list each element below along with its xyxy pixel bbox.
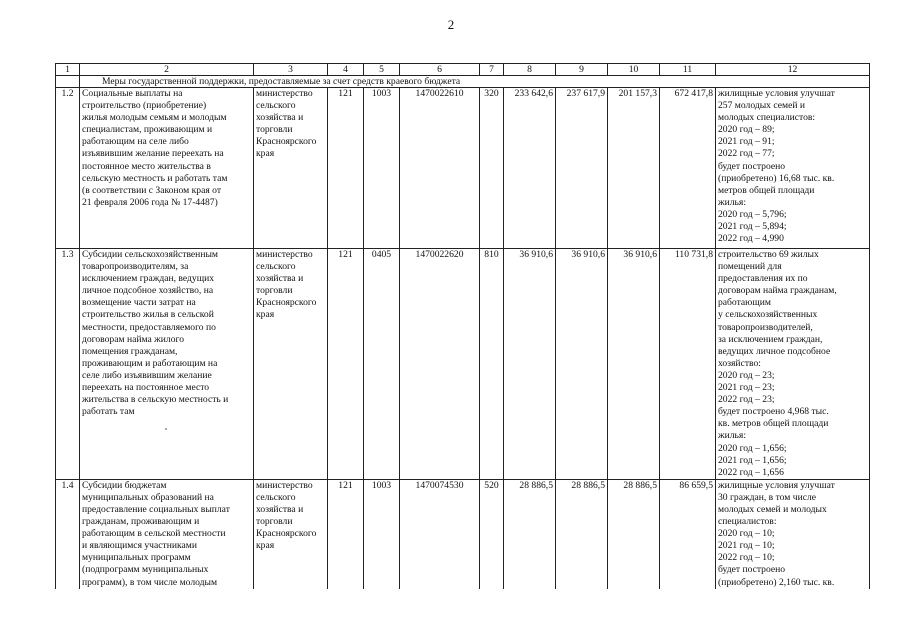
amount-2021: 36 910,6 bbox=[556, 249, 608, 480]
amount-2021: 28 886,5 bbox=[556, 479, 608, 589]
csr-code: 1470022610 bbox=[400, 88, 480, 249]
amount-total: 672 417,8 bbox=[660, 88, 716, 249]
grbs-code: 121 bbox=[328, 88, 364, 249]
section-title: Меры государственной поддержки, предоставляемые за счет средств краевого бюджета bbox=[80, 76, 870, 88]
column-number: 6 bbox=[400, 64, 480, 76]
row-number: 1.3 bbox=[56, 249, 80, 480]
table-row bbox=[56, 88, 870, 249]
rzpr-code: 1003 bbox=[364, 479, 400, 589]
expected-result: жилищные условия улучшат 30 граждан, в том числе молодых семей и молодых специалистов: 2020 год – 10; 2021 год – 10; 2022 год – 10; будет построено (приобретено) 2,160 тыс. кв. bbox=[716, 479, 870, 589]
csr-code: 1470074530 bbox=[400, 479, 480, 589]
amount-total: 110 731,8 bbox=[660, 249, 716, 480]
administrator: министерство сельского хозяйства и торговли Красноярского края bbox=[254, 249, 328, 480]
amount-2020: 233 642,6 bbox=[504, 88, 556, 249]
vr-code: 810 bbox=[480, 249, 504, 480]
csr-code: 1470022620 bbox=[400, 249, 480, 480]
row-number: 1.2 bbox=[56, 88, 80, 249]
column-number: 8 bbox=[504, 64, 556, 76]
measure-description: Субсидии сельскохозяйственным товаропроизводителям, за исключением граждан, ведущих личное подсобное хозяйство, на возмещение части затрат на строительство жилья в сельской местности, предоставляемого по договорам найма жилого помещения гражданам, проживающим и работающим на селе либо изъявившим желание переехать на постоянное место жительства в сельскую местность и работать там bbox=[80, 249, 254, 480]
expected-result: жилищные условия улучшат 257 молодых семей и молодых специалистов: 2020 год – 89; 2021 год – 91; 2022 год – 77; будет построено (приобретено) 16,68 тыс. кв. метров общей площади жилья: 2020 год – 5,796; 2021 год – 5,894; 2022 год – 4,990 bbox=[716, 88, 870, 249]
rzpr-code: 0405 bbox=[364, 249, 400, 480]
scan-artifact bbox=[165, 428, 167, 430]
column-number: 11 bbox=[660, 64, 716, 76]
column-number: 5 bbox=[364, 64, 400, 76]
rzpr-code: 1003 bbox=[364, 88, 400, 249]
vr-code: 320 bbox=[480, 88, 504, 249]
table-row bbox=[56, 479, 870, 589]
grbs-code: 121 bbox=[328, 249, 364, 480]
section-header-row bbox=[56, 76, 870, 88]
amount-2022: 36 910,6 bbox=[608, 249, 660, 480]
column-number: 3 bbox=[254, 64, 328, 76]
page-number: 2 bbox=[447, 17, 455, 32]
column-number: 2 bbox=[80, 64, 254, 76]
column-number: 1 bbox=[56, 64, 80, 76]
amount-2020: 28 886,5 bbox=[504, 479, 556, 589]
measure-description: Субсидии бюджетам муниципальных образований на предоставление социальных выплат гражданам, проживающим и работающим в сельской местности и являющимся участниками муниципальных программ (подпрограмм муниципальных программ), в том числе молодым bbox=[80, 479, 254, 589]
row-number: 1.4 bbox=[56, 479, 80, 589]
column-number: 12 bbox=[716, 64, 870, 76]
amount-total: 86 659,5 bbox=[660, 479, 716, 589]
section-number-cell bbox=[56, 76, 80, 88]
table-row bbox=[56, 249, 870, 480]
amount-2022: 201 157,3 bbox=[608, 88, 660, 249]
grbs-code: 121 bbox=[328, 479, 364, 589]
amount-2021: 237 617,9 bbox=[556, 88, 608, 249]
budget-measures-table bbox=[55, 63, 870, 589]
column-number: 7 bbox=[480, 64, 504, 76]
administrator: министерство сельского хозяйства и торговли Красноярского края bbox=[254, 88, 328, 249]
vr-code: 520 bbox=[480, 479, 504, 589]
column-number-header-row bbox=[56, 64, 870, 76]
amount-2022: 28 886,5 bbox=[608, 479, 660, 589]
amount-2020: 36 910,6 bbox=[504, 249, 556, 480]
expected-result: строительство 69 жилых помещений для предоставления их по договорам найма гражданам, работающим у сельскохозяйственных товаропроизводителей, за исключением граждан, ведущих личное подсобное хозяйство: 2020 год – 23; 2021 год – 23; 2022 год – 23; будет построено 4,968 тыс. кв. метров общей площади жилья: 2020 год – 1,656; 2021 год – 1,656; 2022 год – 1,656 bbox=[716, 249, 870, 480]
measure-description: Социальные выплаты на строительство (приобретение) жилья молодым семьям и молодым специалистам, проживающим и работающим на селе либо изъявившим желание переехать на постоянное место жительства в сельскую местность и работать там (в соответствии с Законом края от 21 февраля 2006 года № 17-4487) bbox=[80, 88, 254, 249]
column-number: 9 bbox=[556, 64, 608, 76]
column-number: 4 bbox=[328, 64, 364, 76]
column-number: 10 bbox=[608, 64, 660, 76]
administrator: министерство сельского хозяйства и торговли Красноярского края bbox=[254, 479, 328, 589]
